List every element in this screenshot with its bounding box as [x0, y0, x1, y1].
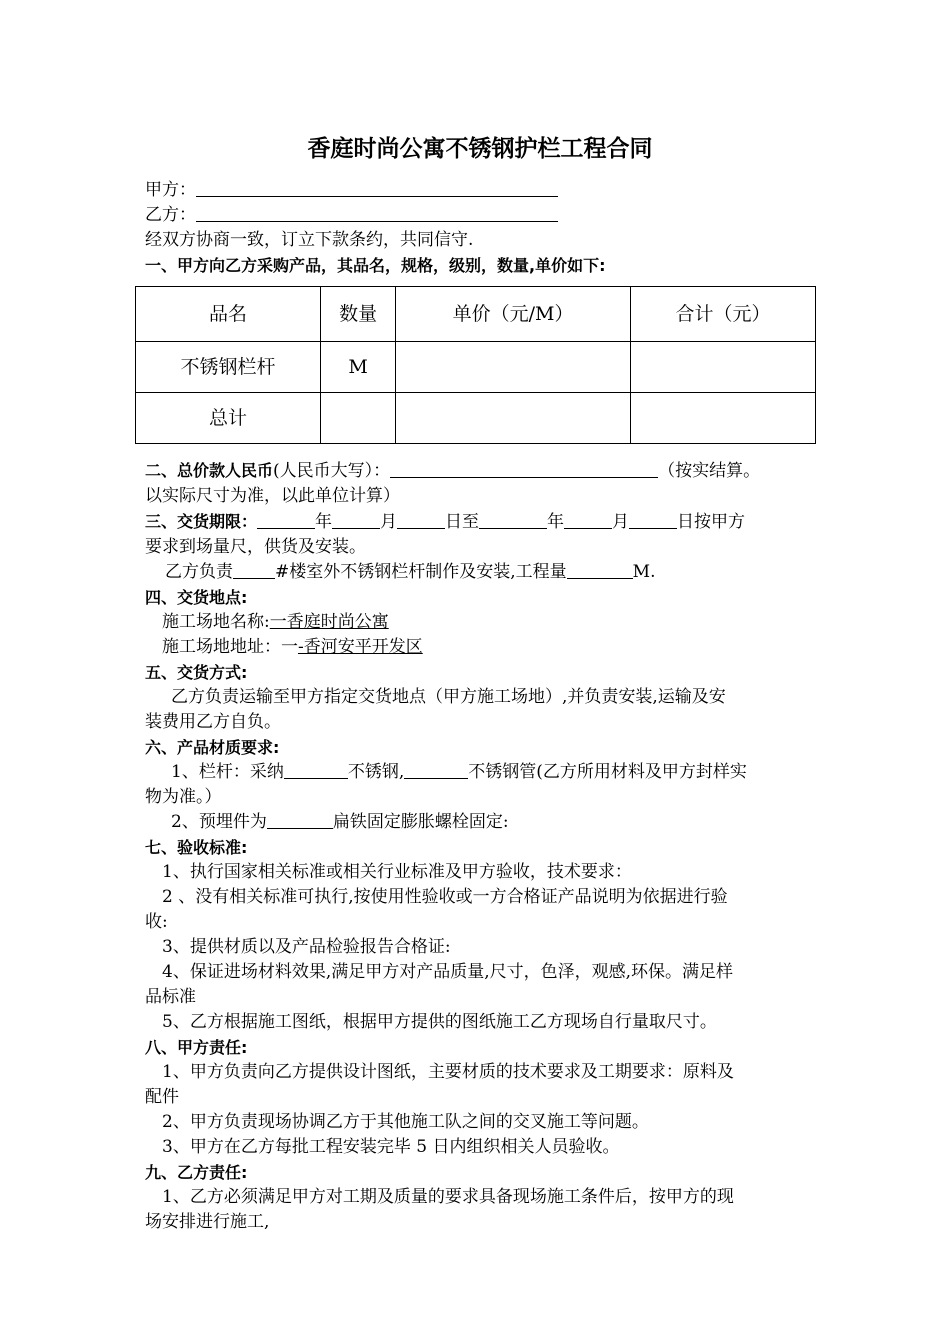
blank — [284, 760, 348, 779]
section6-item1-cont: 物为准。） — [145, 787, 222, 807]
section6-item1 — [145, 760, 815, 785]
section7-item1: 1、执行国家相关标准或相关行业标准及甲方验收，技术要求： — [162, 862, 632, 882]
section5-text: 乙方负责运输至甲方指定交货地点（甲方施工场地）,并负责安装,运输及安 — [171, 687, 726, 707]
year-label: 年 — [547, 512, 565, 532]
section7-item2-cont: 收: — [145, 912, 168, 932]
party-a-blank — [196, 178, 558, 197]
section1-heading: 一、甲方向乙方采购产品，其品名，规格，级别，数量,单价如下: — [145, 256, 606, 275]
party-a-label: 甲方： — [145, 180, 196, 200]
site-address-label: 施工场地地址：一 — [162, 637, 298, 657]
section6-item2 — [145, 810, 815, 835]
section4-heading: 四、交货地点: — [145, 588, 248, 607]
table-header-cell: 合计（元） — [630, 287, 815, 342]
section6-heading: 六、产品材质要求: — [145, 738, 280, 757]
table-cell — [630, 393, 815, 444]
total-amount-blank — [390, 459, 658, 478]
section2-paren: (人民币大写）： — [273, 461, 391, 481]
blank — [567, 560, 633, 579]
site-name-value: 一香庭时尚公寓 — [269, 612, 389, 632]
section6-text: 2、预埋件为 — [171, 812, 267, 832]
party-a-line — [145, 178, 815, 203]
section7-item4-cont: 品标准 — [145, 987, 196, 1007]
table-header-cell: 品名 — [136, 287, 321, 342]
year-label: 年 — [315, 512, 333, 532]
table-cell: M — [321, 342, 396, 393]
section3-line2: 要求到场量尺，供货及安装。 — [145, 537, 366, 557]
table-row — [136, 342, 816, 393]
section6-text: 扁铁固定膨胀螺栓固定: — [332, 812, 509, 832]
day-to-label: 日至 — [445, 512, 480, 532]
blank — [629, 510, 677, 529]
contract-page — [145, 130, 815, 1235]
site-address-line — [145, 635, 815, 660]
blank — [479, 510, 547, 529]
section2-line — [145, 458, 815, 484]
section6-text: 不锈钢, — [347, 762, 405, 782]
section7-item5: 5、乙方根据施工图纸，根据甲方提供的图纸施工乙方现场自行量取尺寸。 — [162, 1012, 717, 1032]
section2-tail: （按实结算。 — [658, 461, 761, 481]
table-cell — [630, 342, 815, 393]
party-b-blank — [196, 203, 558, 222]
table-cell: 总计 — [136, 393, 321, 444]
blank — [233, 560, 275, 579]
section2-line2: 以实际尺寸为准，以此单位计算） — [145, 486, 400, 506]
section7-item4: 4、保证进场材料效果,满足甲方对产品质量,尺寸，色泽，观感,环保。满足样 — [162, 962, 734, 982]
section8-item3: 3、甲方在乙方每批工程安装完毕 5 日内组织相关人员验收。 — [162, 1137, 620, 1157]
section7-item3: 3、提供材质以及产品检验报告合格证: — [162, 937, 451, 957]
table-cell: 不锈钢栏杆 — [136, 342, 321, 393]
section9-item1-cont: 场安排进行施工, — [145, 1212, 270, 1232]
section9-heading: 九、乙方责任: — [145, 1163, 248, 1182]
site-name-line — [145, 610, 815, 635]
section5-text2: 装费用乙方自负。 — [145, 712, 281, 732]
section9-item1: 1、乙方必须满足甲方对工期及质量的要求具备现场施工条件后，按甲方的现 — [162, 1187, 734, 1207]
table-header-cell: 数量 — [321, 287, 396, 342]
table-cell — [396, 342, 631, 393]
section3-heading: 三、交货期限： — [145, 512, 258, 531]
blank — [404, 760, 468, 779]
section3-line — [145, 509, 815, 535]
table-header-cell: 单价（元/M） — [396, 287, 631, 342]
site-address-value: -香河安平开发区 — [298, 637, 423, 657]
section3-text: #楼室外不锈钢栏杆制作及安装,工程量 — [275, 562, 567, 582]
section3-line3 — [145, 560, 815, 585]
section8-heading: 八、甲方责任: — [145, 1038, 248, 1057]
product-table — [135, 286, 816, 444]
section3-text: M. — [632, 562, 656, 582]
table-cell — [396, 393, 631, 444]
blank — [267, 810, 333, 829]
blank — [257, 510, 315, 529]
blank — [397, 510, 445, 529]
page-title: 香庭时尚公寓不锈钢护栏工程合同 — [307, 136, 653, 162]
site-name-label: 施工场地名称: — [162, 612, 270, 632]
party-b-line — [145, 203, 815, 228]
section3-text: 乙方负责 — [165, 562, 233, 582]
section5-heading: 五、交货方式: — [145, 663, 248, 682]
blank — [332, 510, 380, 529]
blank — [564, 510, 612, 529]
party-b-label: 乙方： — [145, 205, 196, 225]
section7-heading: 七、验收标准: — [145, 838, 248, 857]
month-label: 月 — [612, 512, 630, 532]
day-tail-label: 日按甲方 — [677, 512, 746, 532]
section8-item2: 2、甲方负责现场协调乙方于其他施工队之间的交叉施工等问题。 — [162, 1112, 649, 1132]
section7-item2: 2 、没有相关标准可执行,按使用性验收或一方合格证产品说明为依据进行验 — [162, 887, 728, 907]
table-cell — [321, 393, 396, 444]
section6-text: 1、栏杆：采纳 — [171, 762, 284, 782]
table-header-row — [136, 287, 816, 342]
section2-heading: 二、总价款人民币 — [145, 461, 274, 480]
table-row — [136, 393, 816, 444]
intro-text: 经双方协商一致，订立下款条约，共同信守. — [145, 230, 474, 250]
section8-item1-cont: 配件 — [145, 1087, 179, 1107]
month-label: 月 — [380, 512, 398, 532]
section8-item1: 1、甲方负责向乙方提供设计图纸，主要材质的技术要求及工期要求：原料及 — [162, 1062, 734, 1082]
section6-text: 不锈钢管(乙方所用材料及甲方封样实 — [468, 762, 747, 782]
